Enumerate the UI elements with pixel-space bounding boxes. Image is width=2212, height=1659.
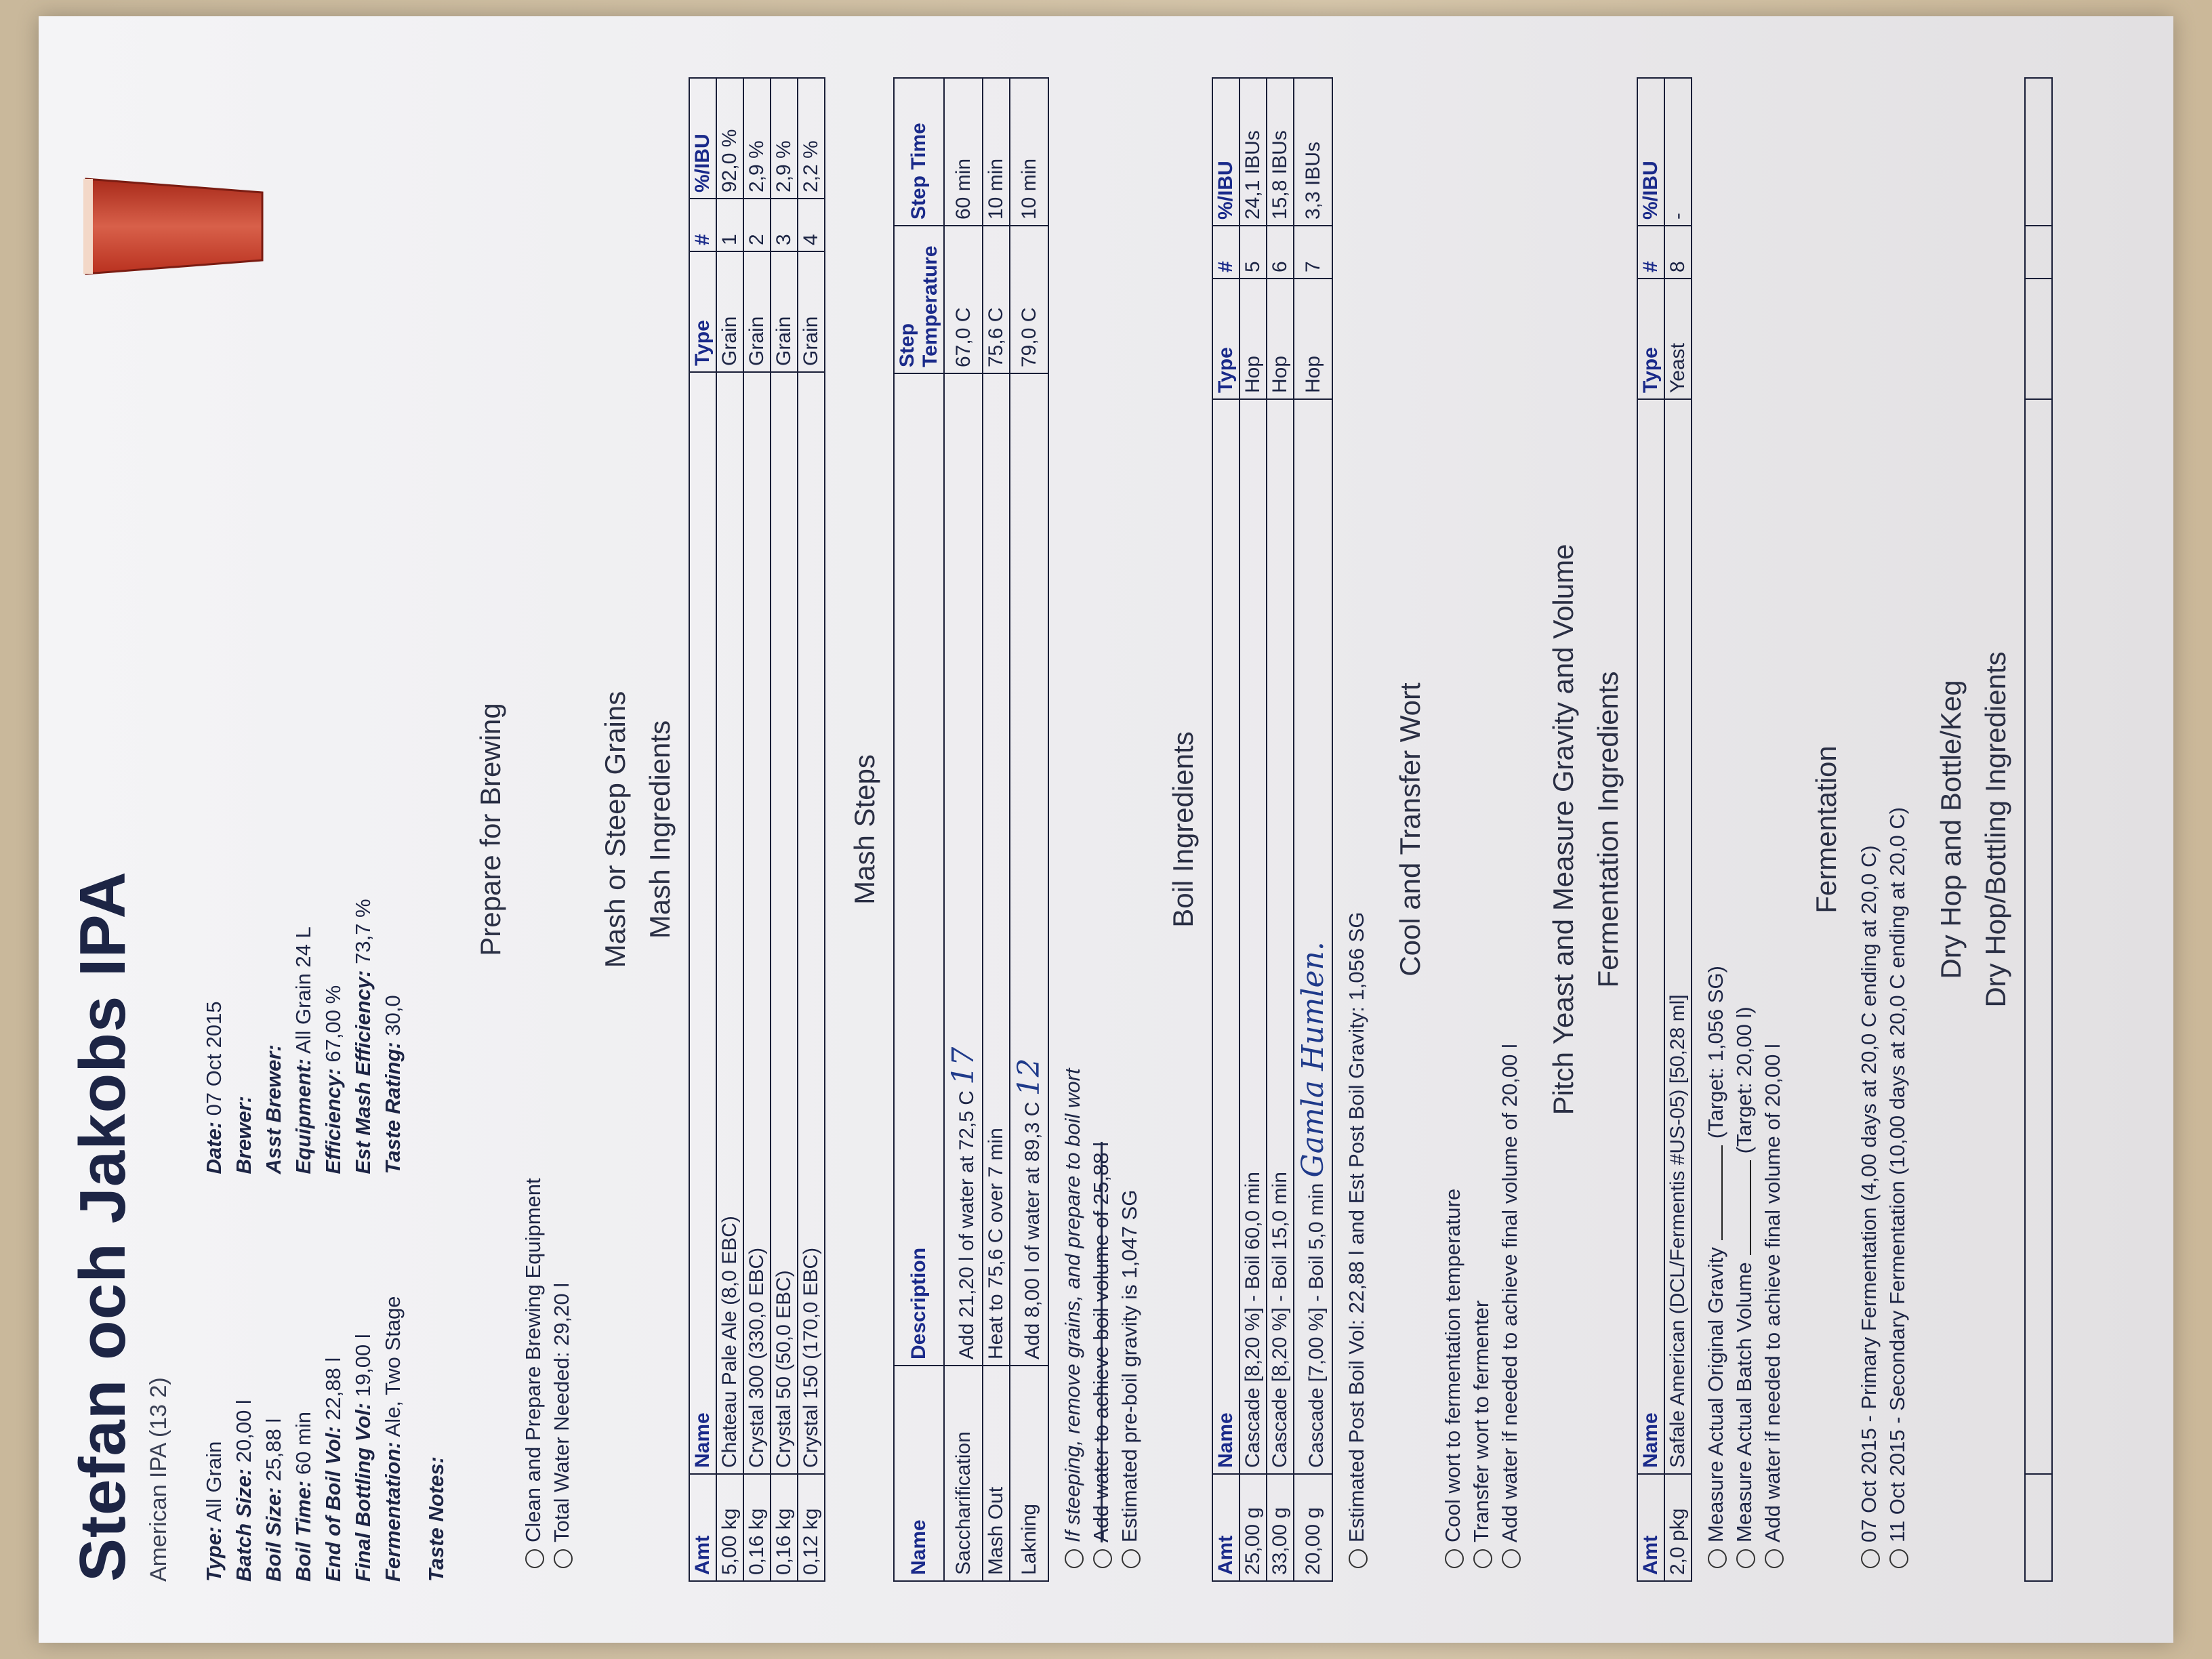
volume-entry-line[interactable] — [1750, 1160, 1751, 1255]
recipe-content — [66, 77, 2053, 1582]
table-row: Mash Out Heat to 75,6 C over 7 min 75,6 C 10 min — [983, 78, 1010, 1581]
check-add-water-pitch[interactable]: Add water if needed to achieve final volume of 20,00 l — [1759, 77, 1787, 1568]
mash-heading: Mash or Steep Grains — [599, 691, 631, 968]
check-add-water[interactable]: Add water to achieve boil volume of 25,88 l — [1087, 77, 1115, 1568]
table-row: Lakning Add 8,00 l of water at 89,3 C 12 79,0 C 10 min — [1010, 78, 1048, 1581]
dry-hop-table — [2024, 77, 2053, 1582]
checkbox-circle-icon[interactable] — [554, 1549, 573, 1568]
meta-equipment: Equipment: All Grain 24 L — [291, 926, 315, 1174]
checkbox-circle-icon[interactable] — [1065, 1549, 1084, 1568]
dry-hop-heading: Dry Hop and Bottle/Keg — [1935, 680, 1967, 979]
checkbox-circle-icon[interactable] — [1736, 1549, 1755, 1568]
meta-est-mash-eff: Est Mash Efficiency: 73,7 % — [351, 899, 375, 1174]
mash-checklist — [1059, 77, 1144, 1582]
checkbox-circle-icon[interactable] — [1473, 1549, 1492, 1568]
col-num: # — [689, 199, 716, 251]
meta-batch-size: Batch Size: 20,00 l — [232, 1399, 255, 1582]
recipe-sheet — [39, 16, 2173, 1643]
check-clean-equipment[interactable]: Clean and Prepare Brewing Equipment — [519, 77, 548, 1568]
checkbox-circle-icon[interactable] — [1445, 1549, 1464, 1568]
recipe-style: American IPA (13 2) — [146, 1377, 171, 1582]
checkbox-circle-icon[interactable] — [1502, 1549, 1521, 1568]
meta-final-bottling: Final Bottling Vol: 19,00 l — [351, 1334, 375, 1582]
checkbox-circle-icon[interactable] — [525, 1549, 544, 1568]
recipe-meta — [199, 77, 451, 1582]
col-amt: Amt — [1637, 1474, 1664, 1581]
mash-steps-table — [893, 77, 1049, 1582]
meta-taste-rating: Taste Rating: 30,0 — [381, 995, 405, 1174]
col-empty-2 — [2025, 399, 2052, 1474]
col-step-time: Step Time — [894, 78, 944, 226]
col-description: Description — [894, 373, 944, 1366]
meta-fermentation: Fermentation: Ale, Two Stage — [381, 1296, 405, 1582]
meta-taste-notes: Taste Notes: — [424, 1456, 448, 1582]
col-type: Type — [1212, 279, 1240, 399]
col-pct-ibu: %/IBU — [1637, 78, 1664, 226]
boil-ingredients-heading: Boil Ingredients — [1167, 731, 1199, 928]
meta-efficiency: Efficiency: 67,00 % — [321, 985, 345, 1174]
meta-left — [199, 1296, 451, 1582]
pitch-yeast-heading: Pitch Yeast and Measure Gravity and Volume — [1547, 544, 1579, 1115]
checkbox-circle-icon[interactable] — [1349, 1549, 1368, 1568]
checkbox-circle-icon[interactable] — [1765, 1549, 1784, 1568]
col-name: Name — [1637, 399, 1664, 1474]
col-empty-3 — [2025, 279, 2052, 399]
col-empty-5 — [2025, 78, 2052, 226]
checkbox-circle-icon[interactable] — [1093, 1549, 1112, 1568]
handwritten-note: 17 — [946, 1046, 981, 1085]
table-row: 25,00 g Cascade [8,20 %] - Boil 60,0 min Hop 5 24,1 IBUs — [1240, 78, 1267, 1581]
col-empty-1 — [2025, 1474, 2052, 1581]
col-name: Name — [894, 1366, 944, 1581]
meta-boil-size: Boil Size: 25,88 l — [262, 1418, 285, 1582]
dry-hop-ingredients-heading: Dry Hop/Bottling Ingredients — [1980, 651, 2011, 1008]
table-row: 0,12 kg Crystal 150 (170,0 EBC) Grain 4 2,2 % — [798, 78, 825, 1581]
table-row: Saccharification Add 21,20 l of water at 72,5 C 17 67,0 C 60 min — [944, 78, 983, 1581]
col-type: Type — [689, 251, 716, 372]
checkbox-circle-icon[interactable] — [1122, 1549, 1141, 1568]
check-preboil-gravity[interactable]: Estimated pre-boil gravity is 1,047 SG — [1115, 77, 1144, 1568]
check-add-water-final[interactable]: Add water if needed to achieve final volume of 20,00 l — [1496, 77, 1524, 1568]
boil-ingredients-table — [1212, 77, 1333, 1582]
cool-heading: Cool and Transfer Wort — [1394, 682, 1426, 977]
col-pct-ibu: %/IBU — [1212, 78, 1240, 226]
meta-brewer: Brewer: — [232, 1096, 255, 1174]
check-steeping[interactable]: If steeping, remove grains, and prepare to boil wort — [1059, 77, 1087, 1568]
check-total-water[interactable]: Total Water Needed: 29,20 l — [548, 77, 576, 1568]
recipe-title: Stefan och Jakobs IPA — [66, 871, 139, 1582]
col-type: Type — [1637, 279, 1664, 399]
meta-right — [199, 899, 451, 1174]
mash-steps-heading: Mash Steps — [848, 754, 880, 905]
checkbox-circle-icon[interactable] — [1889, 1549, 1908, 1568]
check-measure-volume[interactable]: Measure Actual Batch Volume(Target: 20,00 l) — [1730, 77, 1759, 1568]
meta-date: Date: 07 Oct 2015 — [202, 1001, 226, 1174]
col-amt: Amt — [1212, 1474, 1240, 1581]
handwritten-note: Gamla Humlen. — [1296, 941, 1330, 1178]
fermentation-heading: Fermentation — [1810, 745, 1842, 914]
og-entry-line[interactable] — [1721, 1145, 1723, 1240]
check-post-boil[interactable]: Estimated Post Boil Vol: 22,88 l and Est Post Boil Gravity: 1,056 SG — [1343, 77, 1371, 1568]
pitch-checklist — [1702, 77, 1787, 1582]
col-name: Name — [689, 372, 716, 1474]
table-row: 0,16 kg Crystal 300 (330,0 EBC) Grain 2 2,9 % — [743, 78, 771, 1581]
check-cool-wort[interactable]: Cool wort to fermentation temperature — [1439, 77, 1467, 1568]
table-row: 33,00 g Cascade [8,20 %] - Boil 15,0 min Hop 6 15,8 IBUs — [1267, 78, 1294, 1581]
col-step-temp: Step Temperature — [894, 226, 944, 373]
meta-type: Type: All Grain — [202, 1441, 226, 1582]
mash-ingredients-heading: Mash Ingredients — [644, 720, 676, 939]
checkbox-circle-icon[interactable] — [1708, 1549, 1727, 1568]
col-empty-4 — [2025, 226, 2052, 279]
check-secondary-ferm[interactable]: 11 Oct 2015 - Secondary Fermentation (10,00 days at 20,0 C ending at 20,0 C) — [1883, 77, 1912, 1568]
table-row: 2,0 pkg Safale American (DCL/Fermentis #US-05) [50,28 ml] Yeast 8 - — [1664, 78, 1692, 1581]
check-measure-og[interactable]: Measure Actual Original Gravity(Target: 1,056 SG) — [1702, 77, 1730, 1568]
table-row: 5,00 kg Chateau Pale Ale (8,0 EBC) Grain 1 92,0 % — [716, 78, 743, 1581]
col-num: # — [1637, 226, 1664, 279]
mash-ingredients-table — [689, 77, 825, 1582]
col-num: # — [1212, 226, 1240, 279]
meta-end-boil: End of Boil Vol: 22,88 l — [321, 1357, 345, 1582]
table-row: 0,16 kg Crystal 50 (50,0 EBC) Grain 3 2,9 % — [771, 78, 798, 1581]
col-amt: Amt — [689, 1474, 716, 1581]
beer-glass-icon — [73, 159, 276, 294]
col-pct-ibu: %/IBU — [689, 78, 716, 199]
meta-boil-time: Boil Time: 60 min — [291, 1412, 315, 1582]
table-row: 20,00 g Cascade [7,00 %] - Boil 5,0 min Gamla Humlen. Hop 7 3,3 IBUs — [1294, 78, 1332, 1581]
check-primary-ferm[interactable]: 07 Oct 2015 - Primary Fermentation (4,00 days at 20,0 C ending at 20,0 C) — [1855, 77, 1883, 1568]
prepare-heading: Prepare for Brewing — [474, 703, 506, 956]
fermentation-ingredients-table — [1637, 77, 1692, 1582]
handwritten-note: 12 — [1012, 1058, 1046, 1097]
checkbox-circle-icon[interactable] — [1861, 1549, 1880, 1568]
meta-asst-brewer: Asst Brewer: — [262, 1044, 285, 1174]
col-name: Name — [1212, 399, 1240, 1474]
check-transfer-wort[interactable]: Transfer wort to fermenter — [1467, 77, 1496, 1568]
fermentation-ingredients-heading: Fermentation Ingredients — [1592, 671, 1624, 988]
